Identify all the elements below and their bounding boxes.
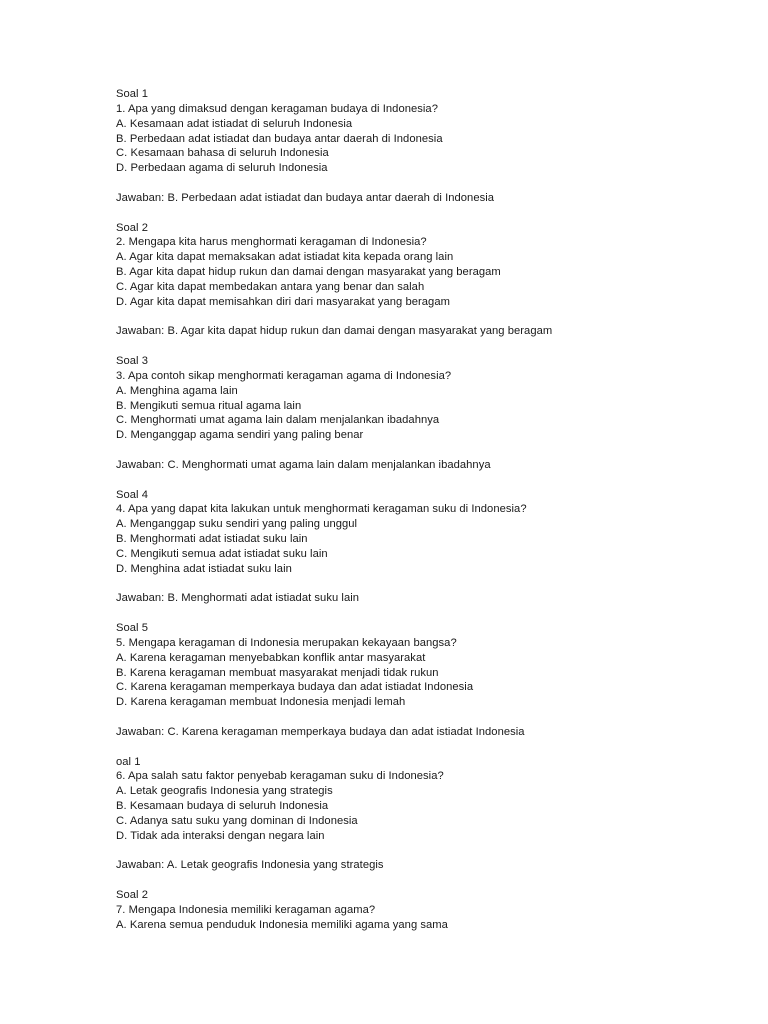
- option-a: A. Menghina agama lain: [116, 384, 238, 397]
- answer-block: [116, 725, 736, 740]
- question-text: 1. Apa yang dimaksud dengan keragaman budaya di Indonesia?: [116, 102, 438, 115]
- question-heading: oal 1: [116, 755, 141, 768]
- option-b: B. Kesamaan budaya di seluruh Indonesia: [116, 800, 329, 813]
- option-c: C. Mengikuti semua adat istiadat suku lain: [116, 547, 328, 560]
- question-block: [116, 87, 736, 176]
- option-d: D. Karena keragaman membuat Indonesia menjadi lemah: [116, 696, 406, 709]
- question-text: 5. Mengapa keragaman di Indonesia merupakan kekayaan bangsa?: [116, 636, 457, 649]
- option-d: D. Tidak ada interaksi dengan negara lain: [116, 829, 325, 842]
- question-block: [116, 488, 736, 577]
- option-c: C. Kesamaan bahasa di seluruh Indonesia: [116, 147, 329, 160]
- option-b: B. Agar kita dapat hidup rukun dan damai dengan masyarakat yang beragam: [116, 266, 501, 279]
- option-a: A. Kesamaan adat istiadat di seluruh Indonesia: [116, 117, 353, 130]
- answer-text: Jawaban: C. Karena keragaman memperkaya budaya dan adat istiadat Indonesia: [116, 725, 525, 738]
- answer-block: [116, 591, 736, 606]
- question-block: [116, 621, 736, 710]
- question-heading: Soal 3: [116, 355, 149, 367]
- question-block: [116, 888, 736, 933]
- option-d: D. Agar kita dapat memisahkan diri dari masyarakat yang beragam: [116, 295, 450, 308]
- question-heading: Soal 2: [116, 889, 149, 901]
- answer-text: Jawaban: B. Agar kita dapat hidup rukun dan damai dengan masyarakat yang beragam: [116, 325, 553, 338]
- answer-block: [116, 324, 736, 339]
- option-a: A. Agar kita dapat memaksakan adat istiadat kita kepada orang lain: [116, 251, 454, 264]
- option-b: B. Menghormati adat istiadat suku lain: [116, 533, 308, 546]
- question-text: 6. Apa salah satu faktor penyebab keragaman suku di Indonesia?: [116, 770, 444, 783]
- answer-block: [116, 191, 736, 206]
- option-b: B. Perbedaan adat istiadat dan budaya antar daerah di Indonesia: [116, 132, 443, 145]
- question-heading: Soal 2: [116, 221, 149, 234]
- option-a: A. Karena semua penduduk Indonesia memiliki agama yang sama: [116, 918, 448, 931]
- option-a: A. Karena keragaman menyebabkan konflik antar masyarakat: [116, 651, 426, 664]
- option-d: D. Menganggap agama sendiri yang paling benar: [116, 429, 364, 442]
- question-block: [116, 354, 736, 443]
- option-b: B. Mengikuti semua ritual agama lain: [116, 399, 302, 412]
- question-heading: Soal 1: [116, 88, 149, 100]
- option-c: C. Agar kita dapat membedakan antara yang benar dan salah: [116, 280, 425, 293]
- question-text: 3. Apa contoh sikap menghormati keragaman agama di Indonesia?: [116, 369, 452, 382]
- option-c: C. Menghormati umat agama lain dalam menjalankan ibadahnya: [116, 414, 440, 427]
- option-d: D. Perbedaan agama di seluruh Indonesia: [116, 162, 328, 175]
- answer-text: Jawaban: B. Perbedaan adat istiadat dan budaya antar daerah di Indonesia: [116, 191, 495, 204]
- question-block: [116, 221, 736, 310]
- question-block: [116, 755, 736, 844]
- question-heading: Soal 4: [116, 488, 149, 501]
- question-text: 4. Apa yang dapat kita lakukan untuk menghormati keragaman suku di Indonesia?: [116, 503, 527, 516]
- option-c: C. Karena keragaman memperkaya budaya dan adat istiadat Indonesia: [116, 681, 474, 694]
- question-text: 7. Mengapa Indonesia memiliki keragaman agama?: [116, 903, 376, 916]
- answer-block: [116, 858, 736, 873]
- option-a: A. Menganggap suku sendiri yang paling unggul: [116, 518, 358, 531]
- option-a: A. Letak geografis Indonesia yang strategis: [116, 785, 333, 798]
- option-b: B. Karena keragaman membuat masyarakat menjadi tidak rukun: [116, 666, 439, 679]
- question-text: 2. Mengapa kita harus menghormati keragaman di Indonesia?: [116, 236, 427, 249]
- option-d: D. Menghina adat istiadat suku lain: [116, 562, 292, 575]
- document-page: [116, 87, 736, 947]
- answer-block: [116, 458, 736, 473]
- option-c: C. Adanya satu suku yang dominan di Indonesia: [116, 814, 358, 827]
- answer-text: Jawaban: A. Letak geografis Indonesia yang strategis: [116, 859, 384, 872]
- answer-text: Jawaban: B. Menghormati adat istiadat suku lain: [116, 592, 360, 605]
- question-heading: Soal 5: [116, 622, 149, 634]
- answer-text: Jawaban: C. Menghormati umat agama lain dalam menjalankan ibadahnya: [116, 458, 491, 471]
